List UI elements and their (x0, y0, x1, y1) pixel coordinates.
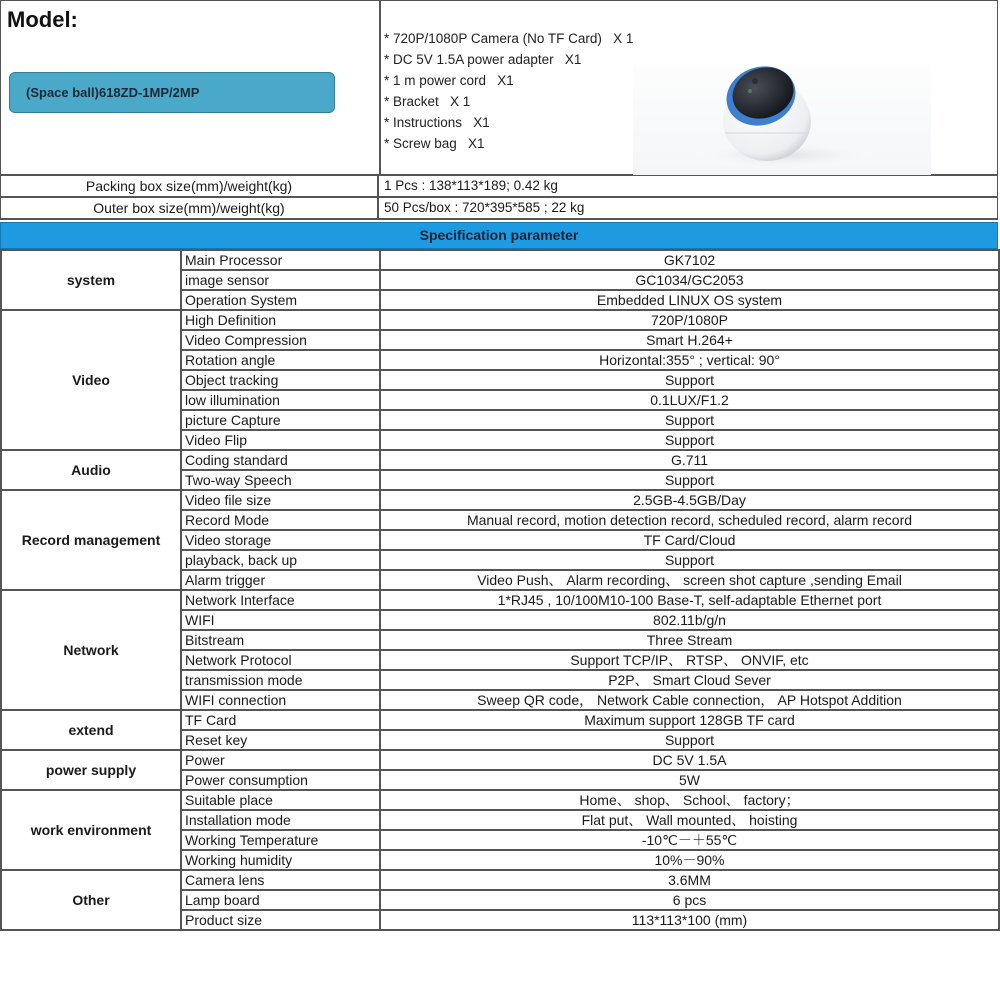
outer-box-value: 50 Pcs/box : 720*395*585 ; 22 kg (384, 200, 585, 215)
spec-group-label: extend (1, 710, 181, 750)
spec-param-name: Suitable place (181, 790, 380, 810)
spec-param-name: Camera lens (181, 870, 380, 890)
spec-param-value: Manual record, motion detection record, scheduled record, alarm record (380, 510, 999, 530)
spec-param-name: Object tracking (181, 370, 380, 390)
spec-param-name: Operation System (181, 290, 380, 310)
spec-param-value: 3.6MM (380, 870, 999, 890)
spec-row (1, 870, 999, 890)
spec-param-name: Main Processor (181, 250, 380, 270)
spec-param-value: Embedded LINUX OS system (380, 290, 999, 310)
spec-group-label: system (1, 250, 181, 310)
spec-param-value: Support (380, 430, 999, 450)
spec-param-value: 1*RJ45 , 10/100M10-100 Base-T, self-adaptable Ethernet port (380, 590, 999, 610)
spec-param-name: High Definition (181, 310, 380, 330)
spec-group-label: Record management (1, 490, 181, 590)
spec-param-value: Horizontal:355° ; vertical: 90° (380, 350, 999, 370)
package-item: * 720P/1080P Camera (No TF Card) X 1 (384, 31, 634, 46)
spec-param-value: Support (380, 730, 999, 750)
spec-param-value: Support (380, 470, 999, 490)
spec-param-value: Support (380, 550, 999, 570)
spec-param-value: 2.5GB-4.5GB/Day (380, 490, 999, 510)
spec-param-name: playback, back up (181, 550, 380, 570)
spec-section-header: Specification parameter (0, 222, 998, 249)
camera-icon (633, 63, 931, 175)
spec-param-name: Video Flip (181, 430, 380, 450)
spec-param-value: GK7102 (380, 250, 999, 270)
spec-param-name: Working Temperature (181, 830, 380, 850)
spec-param-value: P2P、 Smart Cloud Sever (380, 670, 999, 690)
spec-group-label: Audio (1, 450, 181, 490)
spec-param-name: WIFI (181, 610, 380, 630)
spec-row (1, 450, 999, 470)
spec-param-name: Video Compression (181, 330, 380, 350)
spec-param-name: image sensor (181, 270, 380, 290)
spec-param-name: Coding standard (181, 450, 380, 470)
spec-param-value: 10%－90% (380, 850, 999, 870)
spec-param-value: Three Stream (380, 630, 999, 650)
spec-param-name: TF Card (181, 710, 380, 730)
package-item: * Bracket X 1 (384, 94, 471, 109)
spec-param-value: 720P/1080P (380, 310, 999, 330)
spec-param-value: Flat put、 Wall mounted、 hoisting (380, 810, 999, 830)
spec-param-value: Video Push、 Alarm recording、 screen shot capture ,sending Email (380, 570, 999, 590)
spec-param-value: 6 pcs (380, 890, 999, 910)
product-photo (633, 63, 931, 175)
spec-param-value: Support (380, 370, 999, 390)
spec-param-name: picture Capture (181, 410, 380, 430)
spec-param-name: WIFI connection (181, 690, 380, 710)
spec-param-name: Power consumption (181, 770, 380, 790)
spec-table (0, 249, 1000, 931)
spec-param-name: transmission mode (181, 670, 380, 690)
spec-param-value: 0.1LUX/F1.2 (380, 390, 999, 410)
model-cell (1, 1, 381, 175)
spec-param-name: Two-way Speech (181, 470, 380, 490)
spec-param-name: Alarm trigger (181, 570, 380, 590)
spec-param-value: Smart H.264+ (380, 330, 999, 350)
spec-param-value: 802.11b/g/n (380, 610, 999, 630)
spec-row (1, 310, 999, 330)
package-contents-list (384, 28, 633, 154)
package-item: * 1 m power cord X1 (384, 73, 514, 88)
spec-param-name: Video storage (181, 530, 380, 550)
spec-param-value: Maximum support 128GB TF card (380, 710, 999, 730)
outer-box-row (0, 198, 998, 220)
spec-param-name: Network Interface (181, 590, 380, 610)
model-name-badge: (Space ball)618ZD-1MP/2MP (9, 72, 335, 113)
spec-row (1, 790, 999, 810)
spec-param-value: 5W (380, 770, 999, 790)
spec-param-value: Sweep QR code， Network Cable connection， AP Hotspot Addition (380, 690, 999, 710)
spec-param-value: Support TCP/IP、 RTSP、 ONVIF, etc (380, 650, 999, 670)
spec-param-value: Support (380, 410, 999, 430)
spec-param-value: GC1034/GC2053 (380, 270, 999, 290)
spec-param-name: Reset key (181, 730, 380, 750)
spec-param-value: Home、 shop、 School、 factory； (380, 790, 999, 810)
package-item: * Screw bag X1 (384, 136, 485, 151)
spec-param-name: Working humidity (181, 850, 380, 870)
spec-param-name: Power (181, 750, 380, 770)
spec-param-name: low illumination (181, 390, 380, 410)
spec-group-label: Network (1, 590, 181, 710)
spec-row (1, 590, 999, 610)
spec-param-name: Record Mode (181, 510, 380, 530)
spec-param-name: Network Protocol (181, 650, 380, 670)
spec-param-name: Installation mode (181, 810, 380, 830)
outer-box-label: Outer box size(mm)/weight(kg) (1, 198, 379, 218)
model-title: Model: (7, 7, 78, 32)
packing-box-row (0, 176, 998, 198)
spec-param-name: Lamp board (181, 890, 380, 910)
package-item: * Instructions X1 (384, 115, 490, 130)
spec-param-value: -10℃－＋55℃ (380, 830, 999, 850)
spec-row (1, 710, 999, 730)
spec-row (1, 490, 999, 510)
spec-param-value: G.711 (380, 450, 999, 470)
spec-param-value: DC 5V 1.5A (380, 750, 999, 770)
spec-param-value: TF Card/Cloud (380, 530, 999, 550)
spec-param-name: Bitstream (181, 630, 380, 650)
packing-box-label: Packing box size(mm)/weight(kg) (1, 176, 379, 196)
spec-group-label: Other (1, 870, 181, 930)
package-item: * DC 5V 1.5A power adapter X1 (384, 52, 582, 67)
spec-param-name: Rotation angle (181, 350, 380, 370)
spec-group-label: work environment (1, 790, 181, 870)
model-section (0, 0, 998, 176)
packing-box-value: 1 Pcs : 138*113*189; 0.42 kg (384, 178, 558, 193)
spec-param-name: Video file size (181, 490, 380, 510)
spec-row (1, 250, 999, 270)
spec-param-name: Product size (181, 910, 380, 930)
spec-group-label: power supply (1, 750, 181, 790)
spec-group-label: Video (1, 310, 181, 450)
spec-row (1, 750, 999, 770)
spec-param-value: 113*113*100 (mm) (380, 910, 999, 930)
